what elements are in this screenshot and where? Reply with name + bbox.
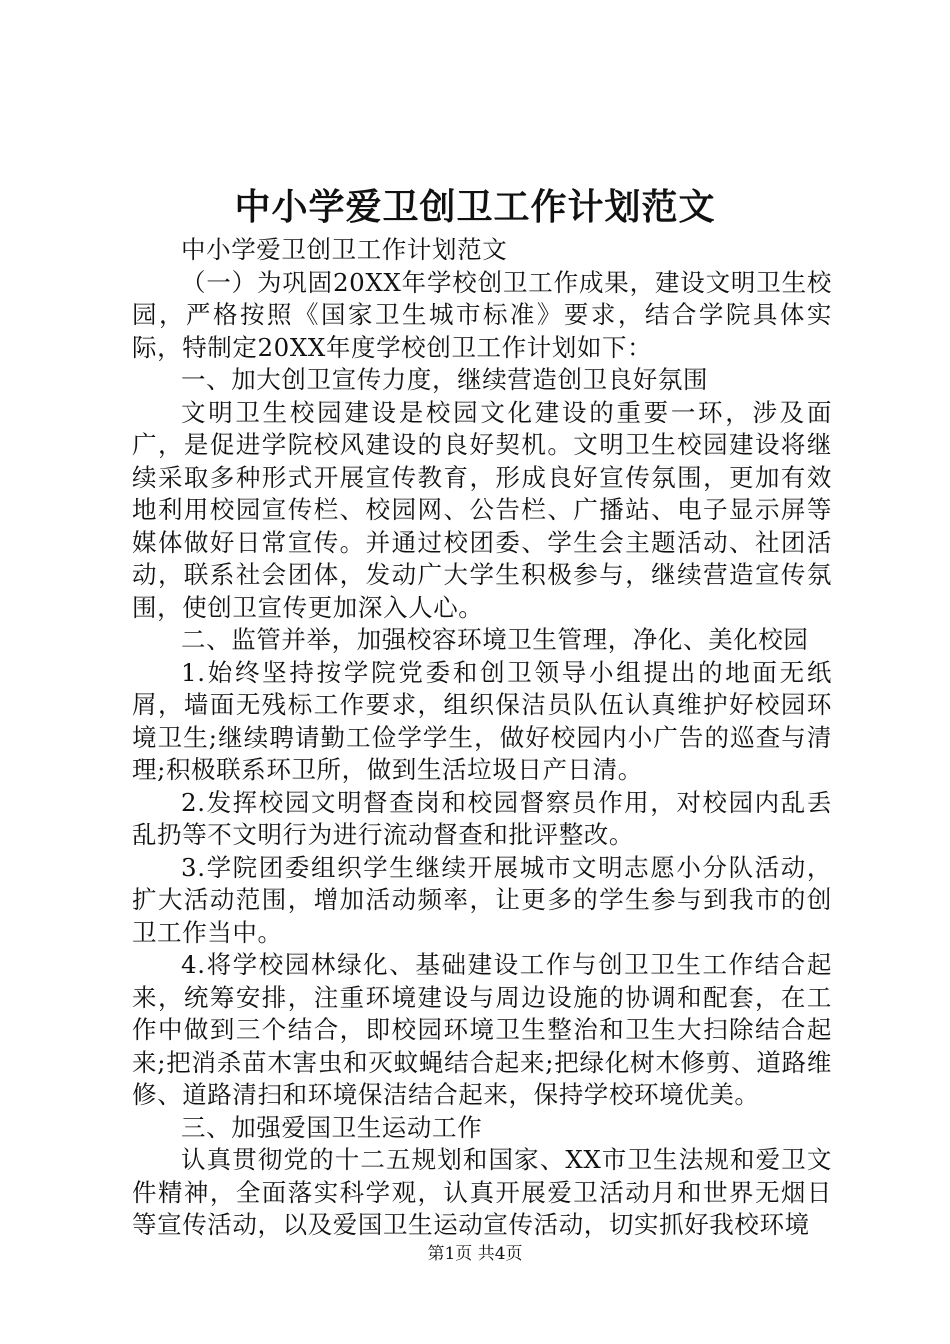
paragraph-subtitle: 中小学爱卫创卫工作计划范文 bbox=[181, 235, 508, 264]
paragraph: 文明卫生校园建设是校园文化建设的重要一环，涉及面广，是促进学院校风建设的良好契机。文明卫生校园建设将继续采取多种形式开展宣传教育，形成良好宣传氛围，更加有效地利用校园宣传栏、校园网、公告栏、广播站、电子显示屏等媒体做好日常宣传。并通过校团委、学生会主题活动、社团活动，联系社会团体，发动广大学生积极参与，继续营造宣传氛围，使创卫宣传更加深入人心。 bbox=[132, 397, 832, 622]
section-heading-2: 二、监管并举，加强校容环境卫生管理，净化、美化校园 bbox=[181, 625, 809, 654]
document-body bbox=[132, 234, 832, 1242]
page-number-footer: 第1页 共4页 bbox=[427, 1244, 523, 1264]
document-title: 中小学爱卫创卫工作计划范文 bbox=[234, 186, 716, 228]
section-heading-3: 三、加强爱国卫生运动工作 bbox=[181, 1112, 483, 1142]
section-heading-1: 一、加大创卫宣传力度，继续营造创卫良好氛围 bbox=[181, 365, 709, 394]
list-item: 2.发挥校园文明督查岗和校园督察员作用，对校园内乱丢乱扔等不文明行为进行流动督查和批评整改。 bbox=[132, 787, 832, 849]
list-item: 4.将学校园林绿化、基础建设工作与创卫卫生工作结合起来，统筹安排，注重环境建设与周边设施的协调和配套，在工作中做到三个结合，即校园环境卫生整治和卫生大扫除结合起来;把消杀苗木害虫和灭蚊蝇结合起来;把绿化树木修剪、道路维修、道路清扫和环境保洁结合起来，保持学校环境优美。 bbox=[132, 950, 832, 1109]
list-item: 1.始终坚持按学院党委和创卫领导小组提出的地面无纸屑，墙面无残标工作要求，组织保洁员队伍认真维护好校园环境卫生;继续聘请勤工俭学学生，做好校园内小广告的巡查与清理;积极联系环卫所，做到生活垃圾日产日清。 bbox=[132, 657, 832, 784]
paragraph: 认真贯彻党的十二五规划和国家、XX市卫生法规和爱卫文件精神，全面落实科学观，认真开展爱卫活动月和世界无烟日等宣传活动，以及爱国卫生运动宣传活动，切实抓好我校环境 bbox=[132, 1145, 832, 1239]
list-item: 3.学院团委组织学生继续开展城市文明志愿小分队活动，扩大活动范围，增加活动频率，让更多的学生参与到我市的创卫工作当中。 bbox=[132, 852, 832, 947]
paragraph-intro: （一）为巩固20XX年学校创卫工作成果，建设文明卫生校园，严格按照《国家卫生城市标准》要求，结合学院具体实际，特制定20XX年度学校创卫工作计划如下： bbox=[132, 267, 832, 362]
